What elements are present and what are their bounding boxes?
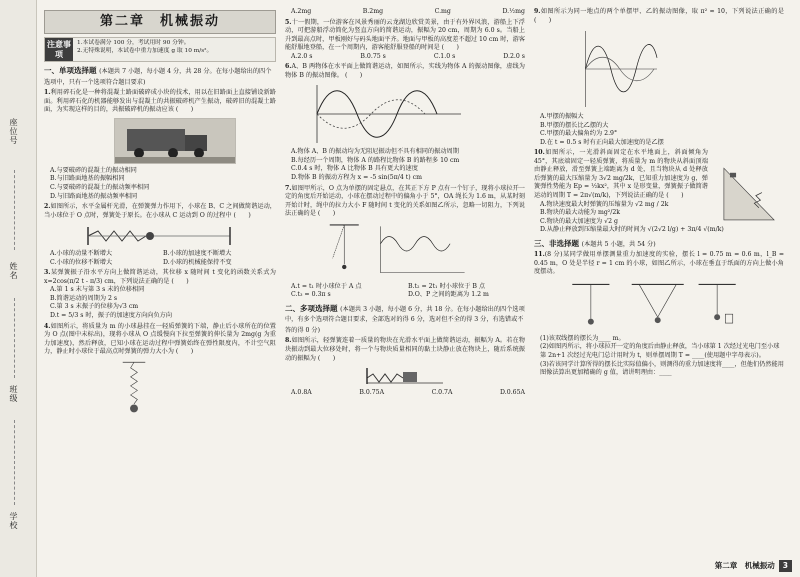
column-1 — [44, 14, 276, 425]
page-footer — [715, 560, 792, 572]
horizontal-spring-figure — [84, 223, 234, 247]
option-b[interactable]: B.每经历一个周期，物体 A 的路程比物体 B 的路程多 10 cm — [291, 156, 460, 164]
question-8-options — [285, 389, 525, 398]
answer-blank[interactable]: ( ) — [344, 71, 363, 79]
question-number: 10. — [534, 149, 545, 157]
option-c[interactable]: C.甲摆的最大偏角约为 2.9° — [540, 130, 618, 138]
question-4 — [44, 323, 276, 357]
option-c[interactable]: C.小球的位移不断增大 — [50, 258, 113, 266]
notice-line: 1.本试卷满分 100 分，考试用时 90 分钟。 — [77, 40, 190, 46]
option-d[interactable]: D.t = 5/3 s 时，振子的加速度方向向负方向 — [50, 312, 173, 320]
question-8 — [285, 337, 525, 363]
column-2 — [285, 8, 525, 398]
pendulum-and-force-graph-figure — [295, 222, 495, 280]
answer-blank[interactable]: ( ) — [666, 192, 684, 200]
section-2-heading — [285, 304, 525, 336]
option-c[interactable]: C.物块的最大加速度为 √2 g — [540, 217, 618, 225]
option-a[interactable]: A.第 1 s 末与第 3 s 末的位移相同 — [50, 286, 145, 294]
question-7 — [285, 185, 525, 219]
option-a[interactable]: A.物块速度最大时弹簧的压缩量为 √2 mg / 2k — [540, 200, 669, 208]
section-1-desc: (本题共 7 小题，每小题 4 分，共 28 分。在每小题给出的四个选项中，只有一个选项符合题目要求) — [44, 68, 272, 86]
oscillation-graph-figure — [305, 83, 465, 145]
sidebar-dash-line — [14, 420, 15, 505]
answer-blank[interactable]: ( ) — [317, 210, 336, 218]
option-a[interactable]: A.2mg — [291, 8, 312, 15]
bifilar-pendulum-figure — [534, 280, 774, 332]
answer-blank[interactable]: ( ) — [175, 348, 194, 356]
question-11 — [534, 251, 784, 277]
answer-blank[interactable]: ( ) — [534, 16, 552, 24]
option-d[interactable]: D.物体 B 的振动方程为 x = -5 sin(5π/4 t) cm — [291, 174, 423, 182]
sidebar-dash-line — [14, 170, 15, 250]
option-c[interactable]: C.与要破碎的混凝土的振动频率相同 — [50, 184, 150, 192]
sub-question[interactable]: (3)若该同学计算所得的摆长比实际值偏小，则测得的重力加速度将____，但他们仍然能用图像法算出更加精确的 g 值，请讲明理由：____ — [540, 360, 784, 377]
question-10 — [534, 149, 784, 200]
question-9 — [534, 8, 784, 25]
question-text: 利用碎石化是一种将混凝土路面破碎成小块的技术，用以在旧路面上直接铺设新路面。利用碎石化的机器能够发出与混凝土的共振破碎机产生振动，破碎旧的混凝土路面，为实现这样的目的，共振破碎机的振动应该 — [44, 89, 276, 114]
question-text: 十一假期，一位游客在风景秀丽的云龙湖边欣赏美景，由于有外界风浪，游船上下浮动，可把游船浮动简化为竖直方向的简谐运动，振幅为 20 cm，周期为 6.0 s。当船上升到最高点时，甲板刚好与码头地面平齐。地面与甲板的高度差不超过 10 cm 时，游客能舒服地登船，在一个周期内，游客能舒服登船的时间是 — [285, 18, 525, 52]
notice-body — [73, 38, 216, 61]
footer-chapter: 第二章 机械振动 — [714, 560, 775, 570]
answer-blank[interactable]: ( ) — [317, 354, 336, 362]
option-a[interactable]: A.t = t₁ 时小球位于 A 点 — [291, 282, 362, 290]
option-b[interactable]: B.物块的最大动能为 mg²/2k — [540, 209, 621, 217]
seat-number-label: 座位号 — [9, 118, 18, 145]
answer-blank[interactable]: ( ) — [171, 277, 189, 285]
binding-sidebar — [0, 0, 37, 577]
option-c[interactable]: C.t₃ = 0.3π s — [291, 291, 331, 299]
question-3 — [44, 269, 276, 286]
answer-blank[interactable]: ( ) — [175, 106, 194, 114]
question-text: 如图所示为同一地点的两个单摆甲、乙的振动图像，取 π² ≈ 10，下列说法正确的是 — [540, 8, 784, 15]
section-2-desc: (本题共 3 小题，每小题 6 分，共 18 分。在每小题给出的四个选项中，有多个选项符合题目要求，全部选对的得 6 分，选对但不全的得 3 分，有选错或不答的得 0 分) — [285, 305, 525, 334]
question-4-options — [285, 8, 525, 17]
option-a[interactable]: A.0.8A — [291, 389, 312, 397]
question-text: A、B 两物体在水平面上做简谐运动，如图所示，实线为物体 A 的振动图像，虚线为物体 B 的振动图像。 — [285, 63, 525, 79]
option-b[interactable]: B.2mg — [362, 8, 384, 15]
question-1 — [44, 89, 276, 115]
question-text: 如图所示，轻弹簧连着一质量的物块在光滑水平面上做简谐运动，振幅为 A。若在物块振动到最大位移处时，将一个与物块质量相同的黏土块静止放在物块上，随后系统振动的振幅为 — [285, 337, 525, 362]
question-number: 2. — [44, 203, 51, 211]
name-label: 姓名 — [9, 262, 18, 280]
section-3-desc: (本题共 5 小题，共 54 分) — [581, 240, 656, 248]
option-b[interactable]: B.t₂ = 2t₁ 时小球位于 B 点 — [408, 282, 486, 290]
answer-blank[interactable]: ( ) — [233, 211, 251, 219]
chapter-title: 第二章 机械振动 — [44, 10, 276, 34]
question-number: 9. — [534, 8, 541, 15]
section-1-title: 一、单项选择题 — [44, 66, 97, 76]
option-b[interactable]: B.与旧路面地基的振幅相同 — [50, 175, 125, 183]
question-number: 11. — [534, 251, 545, 259]
column-3 — [534, 8, 784, 378]
question-number: 3. — [44, 269, 51, 277]
school-label: 学校 — [9, 512, 18, 530]
option-d[interactable]: D.在 t = 0.5 s 时有正向最大加速度的是乙摆 — [540, 138, 664, 146]
question-text: (8 分)某同学做用单摆测量重力加速度的实验，摆长 l = 0.75 m = 0.6 m，l_B = 0.45 m，O 处是半径 r = 1 cm 的小球，如图乙所示，小球在垂直于纸面的方向上做小角度摆动。 — [534, 251, 784, 276]
question-number: 7. — [285, 184, 292, 192]
question-text: 如图所示，水平金属杆光滑，在弹簧弹力作用下，小球在 B、C 之间做简谐运动，当小球位于 O 点时，弹簧处于原长。在小球从 C 运动到 O 的过程中 — [44, 203, 276, 219]
question-text: 如图所示，将质量为 m 的小球悬挂在一轻质弹簧的下端，静止后小球所在的位置为 O 点(图中未标出)，现将小球从 O 点缓慢向下拉至弹簧的伸长量为 2mg(g 为重力加速度)，然后释放，已知小球在运动过程中弹簧始终在弹性限度内，不计空气阻力，静止时小球位于最高点时弹簧的弹力大小为 — [44, 322, 276, 356]
notice-line: 2.无特殊说明，本试卷中重力加速度 g 取 10 m/s²。 — [77, 47, 213, 54]
sub-question[interactable]: (2)如图丙所示，将小球拉开一定的角度后由静止释放，当小球第 1 次经过光电门至小球第 2n+1 次经过光电门总计用时为 t，则单摆周期 T = ____(使用题中字母表示)。 — [540, 343, 780, 360]
option-b[interactable]: B.甲摆的摆长比乙摆的大 — [540, 121, 609, 129]
question-5-options — [285, 53, 525, 62]
question-5 — [285, 19, 525, 53]
option-d[interactable]: D.小球的机械能保持不变 — [163, 258, 232, 266]
option-c[interactable]: C.0.7A — [431, 389, 453, 397]
option-d[interactable]: D.与旧路面地基的振动频率相同 — [50, 192, 138, 200]
option-c[interactable]: C.mg — [434, 8, 451, 15]
option-c[interactable]: C.第 3 s 末振子的位移为√3 cm — [50, 303, 139, 311]
question-7-options — [285, 283, 525, 300]
question-number: 1. — [44, 89, 51, 97]
spring-block-figure — [365, 366, 445, 386]
vertical-spring-figure — [104, 360, 164, 422]
sub-question[interactable]: (1)该双线摆的摆长为____ m。 — [540, 334, 625, 342]
option-a[interactable]: A.甲摆的振幅大 — [540, 113, 584, 121]
section-2-title: 二、多项选择题 — [285, 303, 338, 313]
two-pendulum-graph-figure — [564, 28, 674, 110]
option-a[interactable]: A.与要破碎的混凝土的振动相同 — [50, 166, 137, 174]
class-label: 班级 — [9, 385, 18, 403]
question-text: 某弹簧振子沿水平方向上做简谐运动，其位移 x 随时间 t 变化的函数关系式为 x=2cos(π/2 t - π/3) cm，下列说法正确的是 — [44, 269, 276, 285]
option-d[interactable]: D.从静止释放到压缩量最大时的时间为 √(2√2 l/g) + 3π/4 √(m/k) — [540, 226, 724, 234]
section-3-title: 三、非选择题 — [534, 238, 579, 248]
option-d[interactable]: D.0.65A — [500, 389, 525, 397]
question-2-options — [44, 250, 276, 267]
page-number: 3 — [779, 560, 792, 572]
option-b[interactable]: B.0.75 s — [360, 52, 386, 60]
section-1-heading — [44, 66, 276, 87]
option-d[interactable]: D.O、P 之间的距离为 1.2 m — [408, 291, 489, 299]
question-2 — [44, 203, 276, 220]
option-b[interactable]: B.小球的加速度不断增大 — [163, 250, 232, 258]
option-a[interactable]: A.物体 A、B 的振动均为无阻尼振动但不具有相同的振动周期 — [291, 148, 459, 156]
question-number: 4. — [44, 322, 51, 330]
incline-spring-figure — [714, 153, 784, 223]
option-d[interactable]: D.2.0 s — [503, 52, 525, 60]
option-a[interactable]: A.2.0 s — [291, 52, 313, 60]
option-c[interactable]: C.1.0 s — [433, 52, 456, 60]
question-number: 8. — [285, 337, 292, 345]
option-b[interactable]: B.0.75A — [359, 389, 385, 397]
sidebar-dash-line — [14, 298, 15, 378]
option-a[interactable]: A.小球的动量不断增大 — [50, 250, 113, 258]
notice-box — [44, 37, 276, 62]
option-c[interactable]: C.0.4 s 时，物体 A 比物体 B 具有更大的速度 — [291, 165, 418, 173]
section-3-heading — [534, 239, 784, 250]
option-b[interactable]: B.简谐运动的周期为 2 s — [50, 294, 118, 302]
question-number: 5. — [285, 18, 292, 26]
question-6 — [285, 63, 525, 80]
question-text: 如图所示，一光滑斜面固定在水平地面上，斜面倾角为 45°，其底端固定一轻质弹簧，将质量为 m 的物块从斜面顶端由静止释放，滑至弹簧上端距离为 d 处，且当物块从 d 处释放后弹簧的最大压缩量为 3√2 mg/2k，已知重力加速度为 g，弹簧弹性势能为 Ep = ½kx²，其中 x 是形变量，弹簧振子做简谐运动的周期 T = 2π√(m/k)，下列说法正确的是 — [534, 149, 708, 200]
truck-photo-figure — [114, 118, 236, 164]
answer-blank[interactable]: ( ) — [441, 44, 459, 52]
notice-title: 注意事项 — [45, 38, 73, 61]
question-text: 如图甲所示，O 点为单摆的固定悬点，在其正下方 P 点有一个钉子，现将小球拉开一定的角度后开始运动，小球在摆动过程中的偏角小于 5°，OA 绳长为 1.6 m，从某时刻开始计时，绳中的拉力大小 F 随时间 t 变化的关系如图乙所示，忽略一切阻力，下列说法正确的是 — [285, 184, 525, 218]
question-number: 6. — [285, 63, 292, 71]
option-d[interactable]: D.½mg — [502, 8, 525, 15]
